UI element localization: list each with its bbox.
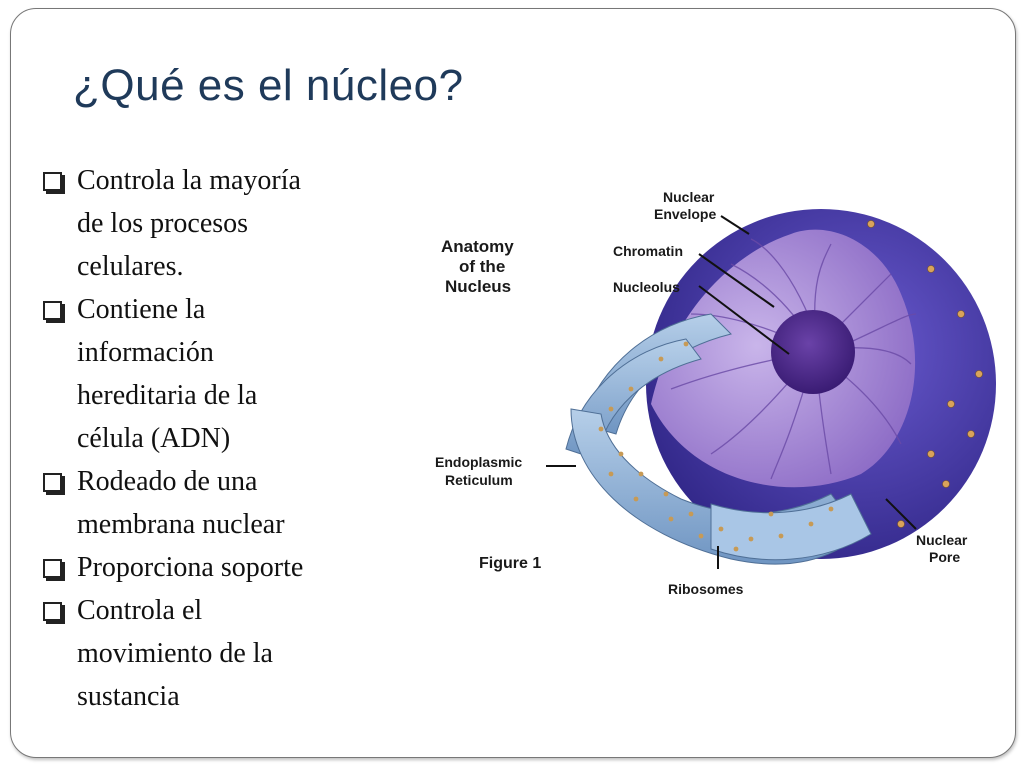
checkbox-bullet-icon bbox=[43, 602, 62, 621]
bullet-line: célula (ADN) bbox=[77, 423, 231, 454]
bullet-line: de los procesos bbox=[77, 208, 249, 239]
label-chromatin: Chromatin bbox=[613, 243, 683, 259]
bullet-line: celulares. bbox=[77, 251, 184, 282]
label-figure: Figure 1 bbox=[479, 555, 542, 572]
checkbox-bullet-icon bbox=[43, 301, 62, 320]
nucleus-illustration bbox=[431, 174, 1001, 614]
nucleus-diagram bbox=[431, 174, 1001, 614]
bullet-item bbox=[39, 546, 389, 589]
slide-frame bbox=[10, 8, 1016, 758]
bullet-line: información bbox=[77, 337, 214, 368]
label-nuclear-pore: Nuclear Pore bbox=[916, 532, 968, 565]
checkbox-bullet-icon bbox=[43, 559, 62, 578]
slide-title: ¿Qué es el núcleo? bbox=[73, 61, 464, 110]
bullet-line: movimiento de la bbox=[77, 638, 273, 669]
bullet-item bbox=[39, 159, 389, 288]
bullet-line: Proporciona soporte bbox=[77, 552, 304, 583]
label-ribosomes: Ribosomes bbox=[668, 581, 744, 597]
nucleolus-shape bbox=[771, 310, 855, 394]
bullet-line: hereditaria de la bbox=[77, 380, 258, 411]
label-nucleolus: Nucleolus bbox=[613, 279, 680, 295]
bullet-line: Controla el bbox=[77, 595, 203, 626]
label-endoplasmic-reticulum: Endoplasmic Reticulum bbox=[435, 454, 523, 488]
checkbox-bullet-icon bbox=[43, 473, 62, 492]
bullet-item bbox=[39, 288, 389, 460]
checkbox-bullet-icon bbox=[43, 172, 62, 191]
label-nuclear-envelope: Nuclear Envelope bbox=[654, 189, 717, 222]
bullet-line: membrana nuclear bbox=[77, 509, 285, 540]
bullet-line: Controla la mayoría bbox=[77, 165, 301, 196]
label-anatomy-heading: Anatomy of the Nucleus bbox=[441, 237, 514, 296]
bullet-item bbox=[39, 589, 389, 718]
bullet-line: Rodeado de una bbox=[77, 466, 258, 497]
bullet-item bbox=[39, 460, 389, 546]
bullet-line: Contiene la bbox=[77, 294, 206, 325]
bullet-list bbox=[39, 159, 389, 718]
bullet-line: sustancia bbox=[77, 681, 180, 712]
